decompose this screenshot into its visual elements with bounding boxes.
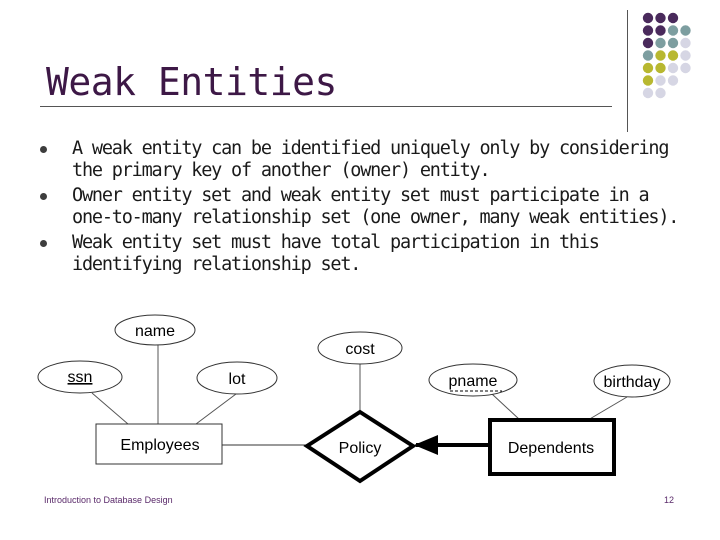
connector-lot-employees: [196, 394, 236, 424]
bullet-text: Owner entity set and weak entity set must participate in a one-to-many relationship set (one owner, many weak entities).: [72, 185, 679, 228]
attribute-pname-label: pname: [448, 373, 498, 390]
connector-ssn-employees: [92, 393, 128, 424]
connector-pname-dependents: [492, 394, 520, 420]
attribute-birthday-label: birthday: [603, 374, 661, 391]
entity-dependents-label: Dependents: [507, 440, 595, 457]
attribute-name-label: name: [134, 323, 176, 340]
attribute-cost-label: cost: [345, 341, 375, 358]
attribute-lot-label: lot: [228, 371, 246, 388]
slide-title: Weak Entities: [46, 60, 337, 104]
bullet-text: Weak entity set must have total participation in this identifying relationship set.: [72, 232, 599, 275]
page-number: 12: [664, 495, 675, 505]
connector-birthday-dependents: [588, 397, 627, 420]
relationship-policy-label: Policy: [338, 440, 382, 457]
attribute-ssn-label: ssn: [67, 369, 93, 386]
bullet-text: A weak entity can be identified uniquely only by considering the primary key of another (owner) entity.: [72, 138, 669, 181]
footer-course-title: Introduction to Database Design: [44, 495, 173, 505]
entity-employees-label: Employees: [120, 437, 200, 454]
